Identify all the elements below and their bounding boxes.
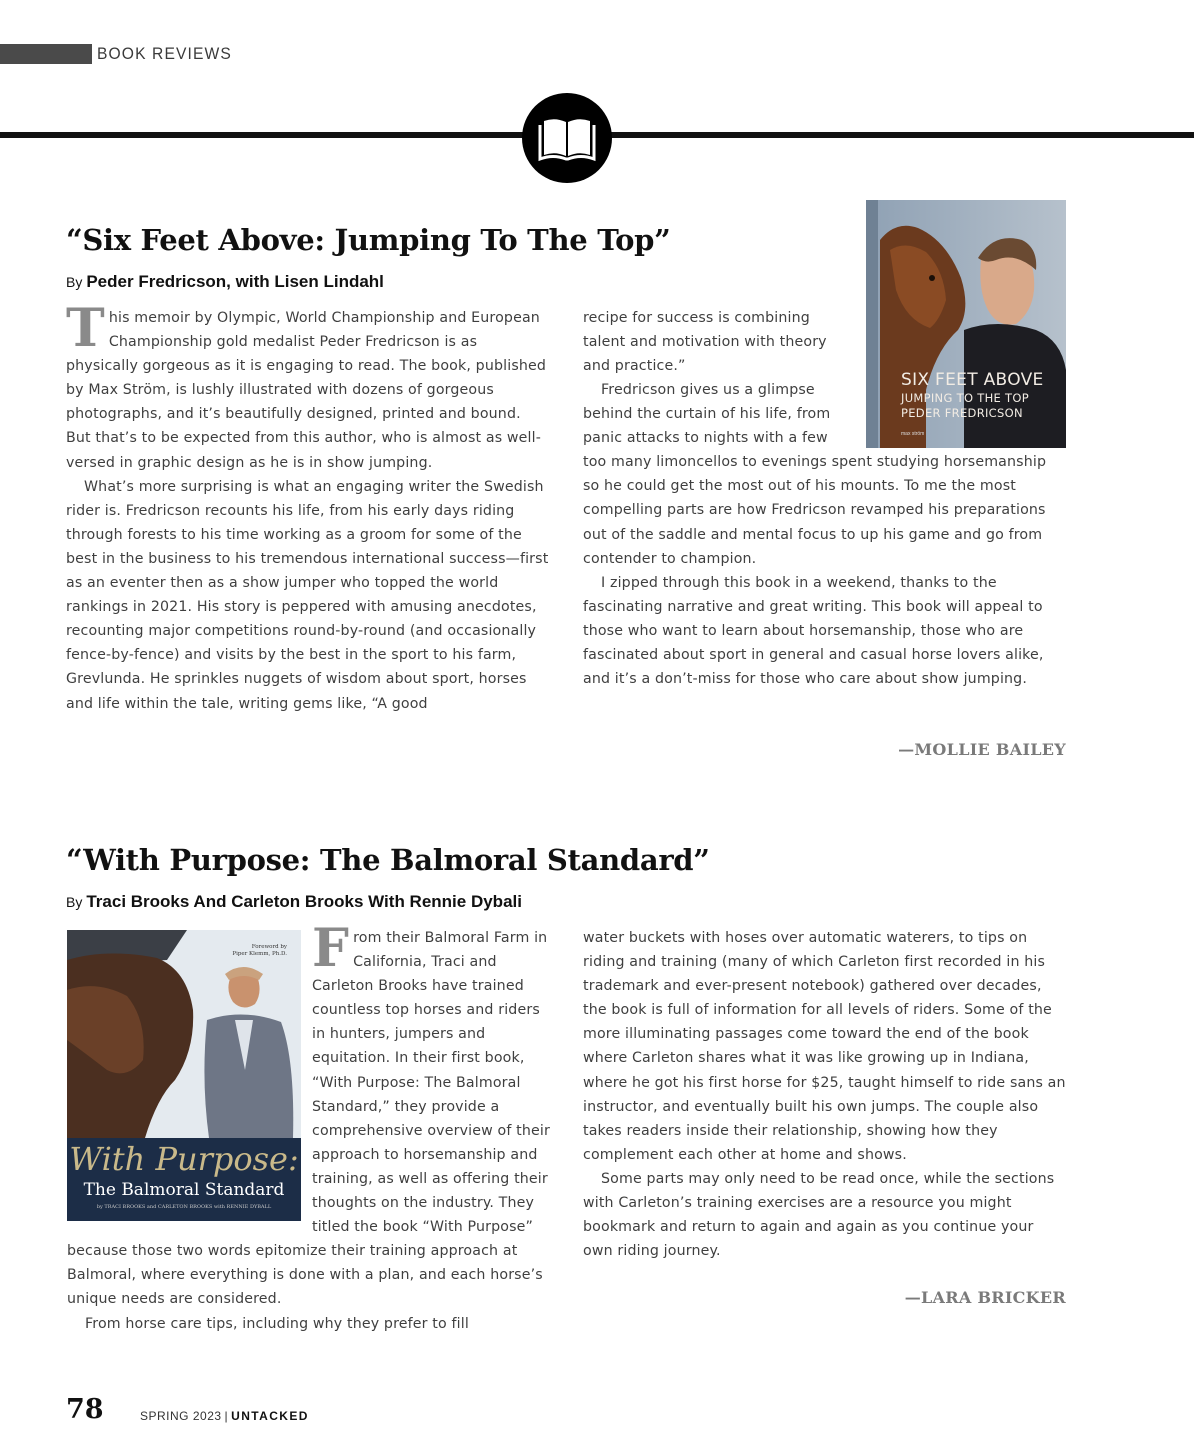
review-text-column-left [66, 298, 550, 716]
review-title: “With Purpose: The Balmoral Standard” [66, 843, 710, 877]
reviewer-signature: —MOLLIE BAILEY [898, 740, 1066, 759]
open-book-icon [522, 93, 612, 183]
cover-author: PEDER FREDRICSON [901, 406, 1023, 420]
cover-publisher: max ström [901, 431, 925, 437]
by-label: By [66, 894, 83, 910]
paragraph: This memoir by Olympic, World Championship and European Championship gold medalist Peder Fredricson is as physically gorgeous as it is engaging to read. The book, published by Max Ström, is lushly illustrated with dozens of gorgeous photographs, and it’s beautifully designed, printed and bound. But that’s to be expected from this author, who is almost as well-versed in graphic design as he is in show jumping. [66, 298, 547, 471]
header-rule-right [592, 132, 1194, 138]
paragraph: recipe for success is combining talent and motivation with theory and practice.” [583, 310, 827, 375]
author-name: Peder Fredricson, with Lisen Lindahl [86, 272, 384, 291]
review-text-column-left [67, 918, 551, 1336]
review-byline [66, 271, 384, 293]
paragraph: What’s more surprising is what an engaging writer the Swedish rider is. Fredricson recounts his life, from his early days riding through forests to his time working as a groom for some of the best in the business to his tremendous international success—first as an eventer then as a show jumper who topped the world rankings in 2021. His story is peppered with amusing anecdotes, recounting major competitions round-by-round (and occasionally fence-by-fence) and visits by the best in the sport to his farm, Grevlunda. He sprinkles nuggets of wisdom about sport, horses and life within the tale, writing gems like, “A good [66, 478, 549, 712]
cover-title: SIX FEET ABOVE [901, 370, 1044, 390]
paragraph: water buckets with hoses over automatic waterers, to tips on riding and training (many of which Carleton first recorded in his trademark and ever-present notebook) gathered over decades, the book is full of information for all levels of riders. Some of the more illuminating passages come toward the end of the book where Carleton shares what it was like growing up in Indiana, where he got his first horse for $25, taught himself to ride sans an instructor, and eventually built his own jumps. The couple also takes readers inside their relationship, showing how they complement each other at home and shows. [583, 930, 1066, 1163]
review-text-column-right [583, 926, 1067, 1263]
footer-separator: | [224, 1409, 229, 1423]
section-label: BOOK REVIEWS [97, 44, 232, 63]
paragraph: Fredricson gives us a glimpse behind the curtain of his life, from panic attacks to nights with a few too many limoncellos to evenings spent studying horsemanship so he could get the most out of his mounts. To me the most compelling parts are how Fredricson revamped his preparations out of the saddle and mental focus to up his game and go from contender to champion. [583, 382, 1047, 567]
paragraph: I zipped through this book in a weekend, thanks to the fascinating narrative and great writing. This book will appeal to those who want to learn about horsemanship, those who are fascinated about sport in general and casual horse lovers alike, and it’s a don’t-miss for those who care about show jumping. [583, 574, 1044, 688]
cover-subtitle: The Balmoral Standard [83, 1180, 285, 1200]
page-number: 78 [66, 1394, 104, 1425]
by-label: By [66, 274, 83, 290]
drop-cap: F [312, 918, 350, 979]
reviewer-signature: —LARA BRICKER [904, 1288, 1066, 1307]
cover-subtitle: JUMPING TO THE TOP [901, 391, 1029, 405]
author-name: Traci Brooks And Carleton Brooks With Rennie Dybali [86, 892, 522, 911]
issue-date: SPRING 2023 [140, 1409, 222, 1423]
section-color-bar [0, 44, 92, 64]
cover-foreword: Foreword by Piper Klemm, Ph.D. [232, 944, 287, 957]
paragraph: Some parts may only need to be read once, while the sections with Carleton’s training exercises are a resource you might bookmark and return to again and again as you continue your own riding journey. [583, 1170, 1055, 1260]
header-rule-left [0, 132, 540, 138]
review-text-column-right-top [583, 306, 851, 378]
cover-authors: by TRACI BROOKS and CARLETON BROOKS with RENNIE DYBALL [96, 1204, 272, 1210]
cover-title: With Purpose: [69, 1140, 299, 1178]
paragraph: From their Balmoral Farm in California, Traci and Carleton Brooks have trained countless top horses and riders in hunters, jumpers and equitation. In their first book, “With Purpose: The Balmoral Standard,” they provide a comprehensive overview of their approach to horsemanship and training, as well as offering their thoughts on the industry. They titled the book “With Purpose” because those two words epitomize their training approach at Balmoral, where everything is done with a plan, and each horse’s unique needs are considered. [67, 918, 550, 1308]
review-title: “Six Feet Above: Jumping To The Top” [66, 223, 671, 257]
review-byline [66, 891, 522, 913]
review-text-column-right [583, 378, 1067, 691]
footer-issue [140, 1408, 309, 1424]
drop-cap: T [66, 298, 105, 359]
magazine-name: UNTACKED [231, 1409, 309, 1423]
paragraph: From horse care tips, including why they prefer to fill [85, 1315, 469, 1332]
